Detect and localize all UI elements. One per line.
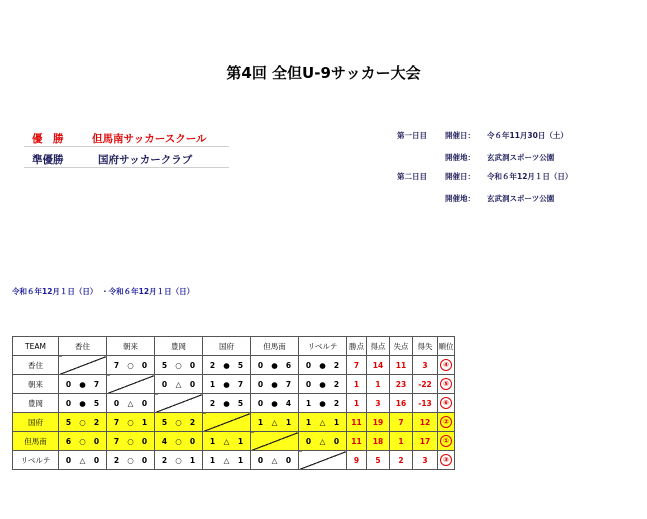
score-value: 0 — [333, 436, 340, 446]
stat-cell: 3 — [367, 394, 390, 413]
score-value: 0 — [65, 455, 72, 465]
header-cell: 得失 — [413, 337, 438, 356]
stat-cell: 5 — [367, 451, 390, 470]
score-value: 6 — [285, 360, 292, 370]
score — [302, 418, 344, 427]
champion-row — [24, 126, 229, 147]
stat-cell: 18 — [367, 432, 390, 451]
table-row — [13, 375, 455, 394]
score — [110, 437, 152, 446]
runner-up-label: 準優勝 — [32, 154, 64, 166]
score-value: 0 — [93, 436, 100, 446]
table-header-row — [13, 337, 455, 356]
score-value: 1 — [237, 436, 244, 446]
score — [62, 399, 104, 408]
result-mark: ● — [223, 398, 230, 408]
result-mark: ● — [319, 360, 326, 370]
table-row — [13, 413, 455, 432]
score-value: 1 — [209, 379, 216, 389]
score-value: 0 — [113, 398, 120, 408]
page-title: 第4回 全但U-9サッカー大会 — [226, 64, 421, 82]
score-value: 0 — [141, 398, 148, 408]
score — [110, 456, 152, 465]
score-cell — [203, 375, 251, 394]
score-value: 1 — [305, 398, 312, 408]
result-mark: △ — [319, 436, 326, 446]
header-cell: 得点 — [367, 337, 390, 356]
result-mark: ○ — [175, 436, 182, 446]
header-cell: 国府 — [203, 337, 251, 356]
result-mark: ○ — [127, 417, 134, 427]
day2-venue-label: 開催地： — [445, 194, 475, 203]
day2-venue: 玄武洞スポーツ公園 — [487, 194, 555, 203]
day2-label: 第二日目 — [397, 172, 427, 181]
result-mark: △ — [223, 455, 230, 465]
score — [206, 437, 248, 446]
result-mark: △ — [175, 379, 182, 389]
score — [110, 418, 152, 427]
score-value: 0 — [65, 379, 72, 389]
stat-cell: 1 — [390, 432, 413, 451]
stat-cell: 17 — [413, 432, 438, 451]
score-value: 0 — [189, 379, 196, 389]
score-value: 0 — [305, 436, 312, 446]
score — [158, 456, 200, 465]
score-cell — [107, 394, 155, 413]
stat-cell: 11 — [390, 356, 413, 375]
score-value: 0 — [141, 455, 148, 465]
rank-cell — [438, 394, 455, 413]
score-cell — [251, 375, 299, 394]
team-name-cell: リベルテ — [13, 451, 59, 470]
result-mark: ● — [223, 379, 230, 389]
stat-cell: 3 — [413, 356, 438, 375]
score-cell — [299, 413, 347, 432]
result-mark: ● — [271, 360, 278, 370]
score-cell — [59, 375, 107, 394]
champion-team: 但馬南サッカースクール — [92, 133, 207, 145]
rank-cell — [438, 451, 455, 470]
day2-date: 令和６年12月１日（日） — [487, 172, 573, 181]
result-mark: ○ — [175, 417, 182, 427]
score — [302, 399, 344, 408]
score-value: 2 — [209, 360, 216, 370]
rank-badge: ① — [440, 435, 452, 447]
score — [62, 437, 104, 446]
header-cell: 朝来 — [107, 337, 155, 356]
team-name-cell: 豊岡 — [13, 394, 59, 413]
score-value: 2 — [93, 417, 100, 427]
diagonal-cell — [107, 375, 155, 394]
stat-cell: 14 — [367, 356, 390, 375]
score — [254, 456, 296, 465]
score — [62, 418, 104, 427]
score-cell — [155, 356, 203, 375]
score-value: 0 — [257, 379, 264, 389]
day1-venue: 玄武洞スポーツ公園 — [487, 153, 555, 162]
rank-badge: ④ — [440, 359, 452, 371]
result-mark: △ — [319, 417, 326, 427]
header-cell: 勝点 — [347, 337, 367, 356]
score — [110, 361, 152, 370]
score-value: 0 — [161, 379, 168, 389]
score-cell — [251, 451, 299, 470]
stat-cell: 1 — [347, 394, 367, 413]
result-mark: △ — [79, 455, 86, 465]
result-mark: ● — [319, 398, 326, 408]
rank-cell — [438, 375, 455, 394]
score-cell — [59, 413, 107, 432]
score-value: 0 — [285, 455, 292, 465]
rank-cell — [438, 432, 455, 451]
stat-cell: 23 — [390, 375, 413, 394]
score — [62, 456, 104, 465]
score-value: 0 — [305, 360, 312, 370]
table-row — [13, 394, 455, 413]
score-cell — [251, 413, 299, 432]
score-cell — [155, 413, 203, 432]
score-value: 2 — [113, 455, 120, 465]
score — [206, 456, 248, 465]
diagonal-cell — [203, 413, 251, 432]
score-value: 5 — [237, 360, 244, 370]
league-dates: 令和６年12月１日（日） ・令和６年12月１日（日） — [12, 287, 195, 296]
score-cell — [59, 451, 107, 470]
stat-cell: 11 — [347, 432, 367, 451]
stat-cell: 2 — [390, 451, 413, 470]
score-value: 1 — [237, 455, 244, 465]
stat-cell: -13 — [413, 394, 438, 413]
score — [254, 399, 296, 408]
day2-date-label: 開催日： — [445, 172, 475, 181]
table-row — [13, 451, 455, 470]
diagonal-cell — [59, 356, 107, 375]
score — [158, 380, 200, 389]
result-mark: ○ — [79, 436, 86, 446]
score-value: 6 — [65, 436, 72, 446]
score-cell — [251, 356, 299, 375]
result-mark: ● — [79, 379, 86, 389]
rank-badge: ② — [440, 416, 452, 428]
rank-cell — [438, 356, 455, 375]
diagonal-cell — [299, 451, 347, 470]
score-cell — [299, 432, 347, 451]
score-cell — [59, 394, 107, 413]
team-name-cell: 香住 — [13, 356, 59, 375]
result-mark: ○ — [175, 360, 182, 370]
score — [254, 361, 296, 370]
day1-date: 令６年11月30日（土） — [487, 131, 568, 140]
score-value: 0 — [257, 360, 264, 370]
score-value: 7 — [237, 379, 244, 389]
score-value: 7 — [113, 360, 120, 370]
score-cell — [203, 394, 251, 413]
score — [206, 399, 248, 408]
score-cell — [299, 375, 347, 394]
score — [302, 380, 344, 389]
score — [158, 418, 200, 427]
score-cell — [203, 451, 251, 470]
result-mark: ● — [271, 379, 278, 389]
score — [206, 361, 248, 370]
score-value: 5 — [93, 398, 100, 408]
header-cell: 豊岡 — [155, 337, 203, 356]
result-mark: ● — [79, 398, 86, 408]
result-mark: ● — [223, 360, 230, 370]
stat-cell: 11 — [347, 413, 367, 432]
stat-cell: 12 — [413, 413, 438, 432]
score-cell — [203, 356, 251, 375]
score — [62, 380, 104, 389]
result-mark: ○ — [127, 436, 134, 446]
champion-label: 優 勝 — [32, 133, 64, 145]
score-value: 1 — [141, 417, 148, 427]
score-value: 0 — [257, 455, 264, 465]
header-cell: リベルテ — [299, 337, 347, 356]
score-value: 1 — [209, 455, 216, 465]
league-table — [12, 336, 455, 470]
stat-cell: 1 — [347, 375, 367, 394]
score-value: 1 — [209, 436, 216, 446]
runner-up-row — [24, 147, 229, 168]
result-mark: ● — [319, 379, 326, 389]
score-value: 1 — [333, 417, 340, 427]
score-value: 5 — [65, 417, 72, 427]
score-value: 2 — [333, 398, 340, 408]
day1-label: 第一日目 — [397, 131, 427, 140]
score-cell — [155, 451, 203, 470]
stat-cell: 9 — [347, 451, 367, 470]
score-value: 0 — [93, 455, 100, 465]
score-cell — [155, 375, 203, 394]
result-mark: ○ — [127, 360, 134, 370]
stat-cell: 3 — [413, 451, 438, 470]
score-value: 0 — [141, 360, 148, 370]
day1-date-label: 開催日： — [445, 131, 475, 140]
result-mark: △ — [127, 398, 134, 408]
score-cell — [107, 451, 155, 470]
rank-badge: ⑤ — [440, 378, 452, 390]
header-cell: 失点 — [390, 337, 413, 356]
header-cell: 順位 — [438, 337, 455, 356]
score-cell — [59, 432, 107, 451]
score-value: 0 — [189, 436, 196, 446]
stat-cell: 7 — [347, 356, 367, 375]
stat-cell: 19 — [367, 413, 390, 432]
score-cell — [107, 432, 155, 451]
result-mark: △ — [271, 455, 278, 465]
team-name-cell: 国府 — [13, 413, 59, 432]
score-value: 0 — [65, 398, 72, 408]
score-value: 4 — [285, 398, 292, 408]
score-value: 2 — [333, 379, 340, 389]
score — [158, 437, 200, 446]
score-cell — [203, 432, 251, 451]
score-cell — [155, 432, 203, 451]
table-row — [13, 356, 455, 375]
score-value: 5 — [161, 360, 168, 370]
rank-cell — [438, 413, 455, 432]
score-cell — [251, 394, 299, 413]
result-mark: ● — [271, 398, 278, 408]
result-mark: ○ — [79, 417, 86, 427]
header-cell: TEAM — [13, 337, 59, 356]
header-cell: 但馬南 — [251, 337, 299, 356]
score-value: 2 — [189, 417, 196, 427]
score — [254, 418, 296, 427]
score-value: 0 — [305, 379, 312, 389]
score — [302, 437, 344, 446]
score-cell — [299, 394, 347, 413]
score-value: 1 — [285, 417, 292, 427]
score-value: 0 — [141, 436, 148, 446]
score-value: 1 — [257, 417, 264, 427]
score-value: 2 — [333, 360, 340, 370]
header-cell: 香住 — [59, 337, 107, 356]
stat-cell: 7 — [390, 413, 413, 432]
table-row — [13, 432, 455, 451]
score-cell — [107, 356, 155, 375]
runner-up-team: 国府サッカークラブ — [98, 154, 193, 166]
score-value: 4 — [161, 436, 168, 446]
team-name-cell: 朝来 — [13, 375, 59, 394]
score-value: 0 — [189, 360, 196, 370]
result-mark: △ — [223, 436, 230, 446]
result-mark: △ — [271, 417, 278, 427]
score-cell — [299, 356, 347, 375]
score-value: 5 — [237, 398, 244, 408]
rank-badge: ③ — [440, 454, 452, 466]
score — [110, 399, 152, 408]
rank-badge: ⑥ — [440, 397, 452, 409]
diagonal-cell — [251, 432, 299, 451]
score-value: 1 — [189, 455, 196, 465]
score — [158, 361, 200, 370]
score — [302, 361, 344, 370]
score-value: 7 — [93, 379, 100, 389]
score-value: 1 — [305, 417, 312, 427]
stat-cell: 1 — [367, 375, 390, 394]
score-value: 0 — [257, 398, 264, 408]
score-value: 7 — [113, 436, 120, 446]
score — [206, 380, 248, 389]
score-value: 2 — [161, 455, 168, 465]
score-value: 7 — [113, 417, 120, 427]
result-mark: ○ — [175, 455, 182, 465]
score-cell — [107, 413, 155, 432]
stat-cell: -22 — [413, 375, 438, 394]
score-value: 2 — [209, 398, 216, 408]
result-mark: ○ — [127, 455, 134, 465]
diagonal-cell — [155, 394, 203, 413]
score-value: 7 — [285, 379, 292, 389]
score — [254, 380, 296, 389]
day1-venue-label: 開催地： — [445, 153, 475, 162]
team-name-cell: 但馬南 — [13, 432, 59, 451]
stat-cell: 16 — [390, 394, 413, 413]
score-value: 5 — [161, 417, 168, 427]
